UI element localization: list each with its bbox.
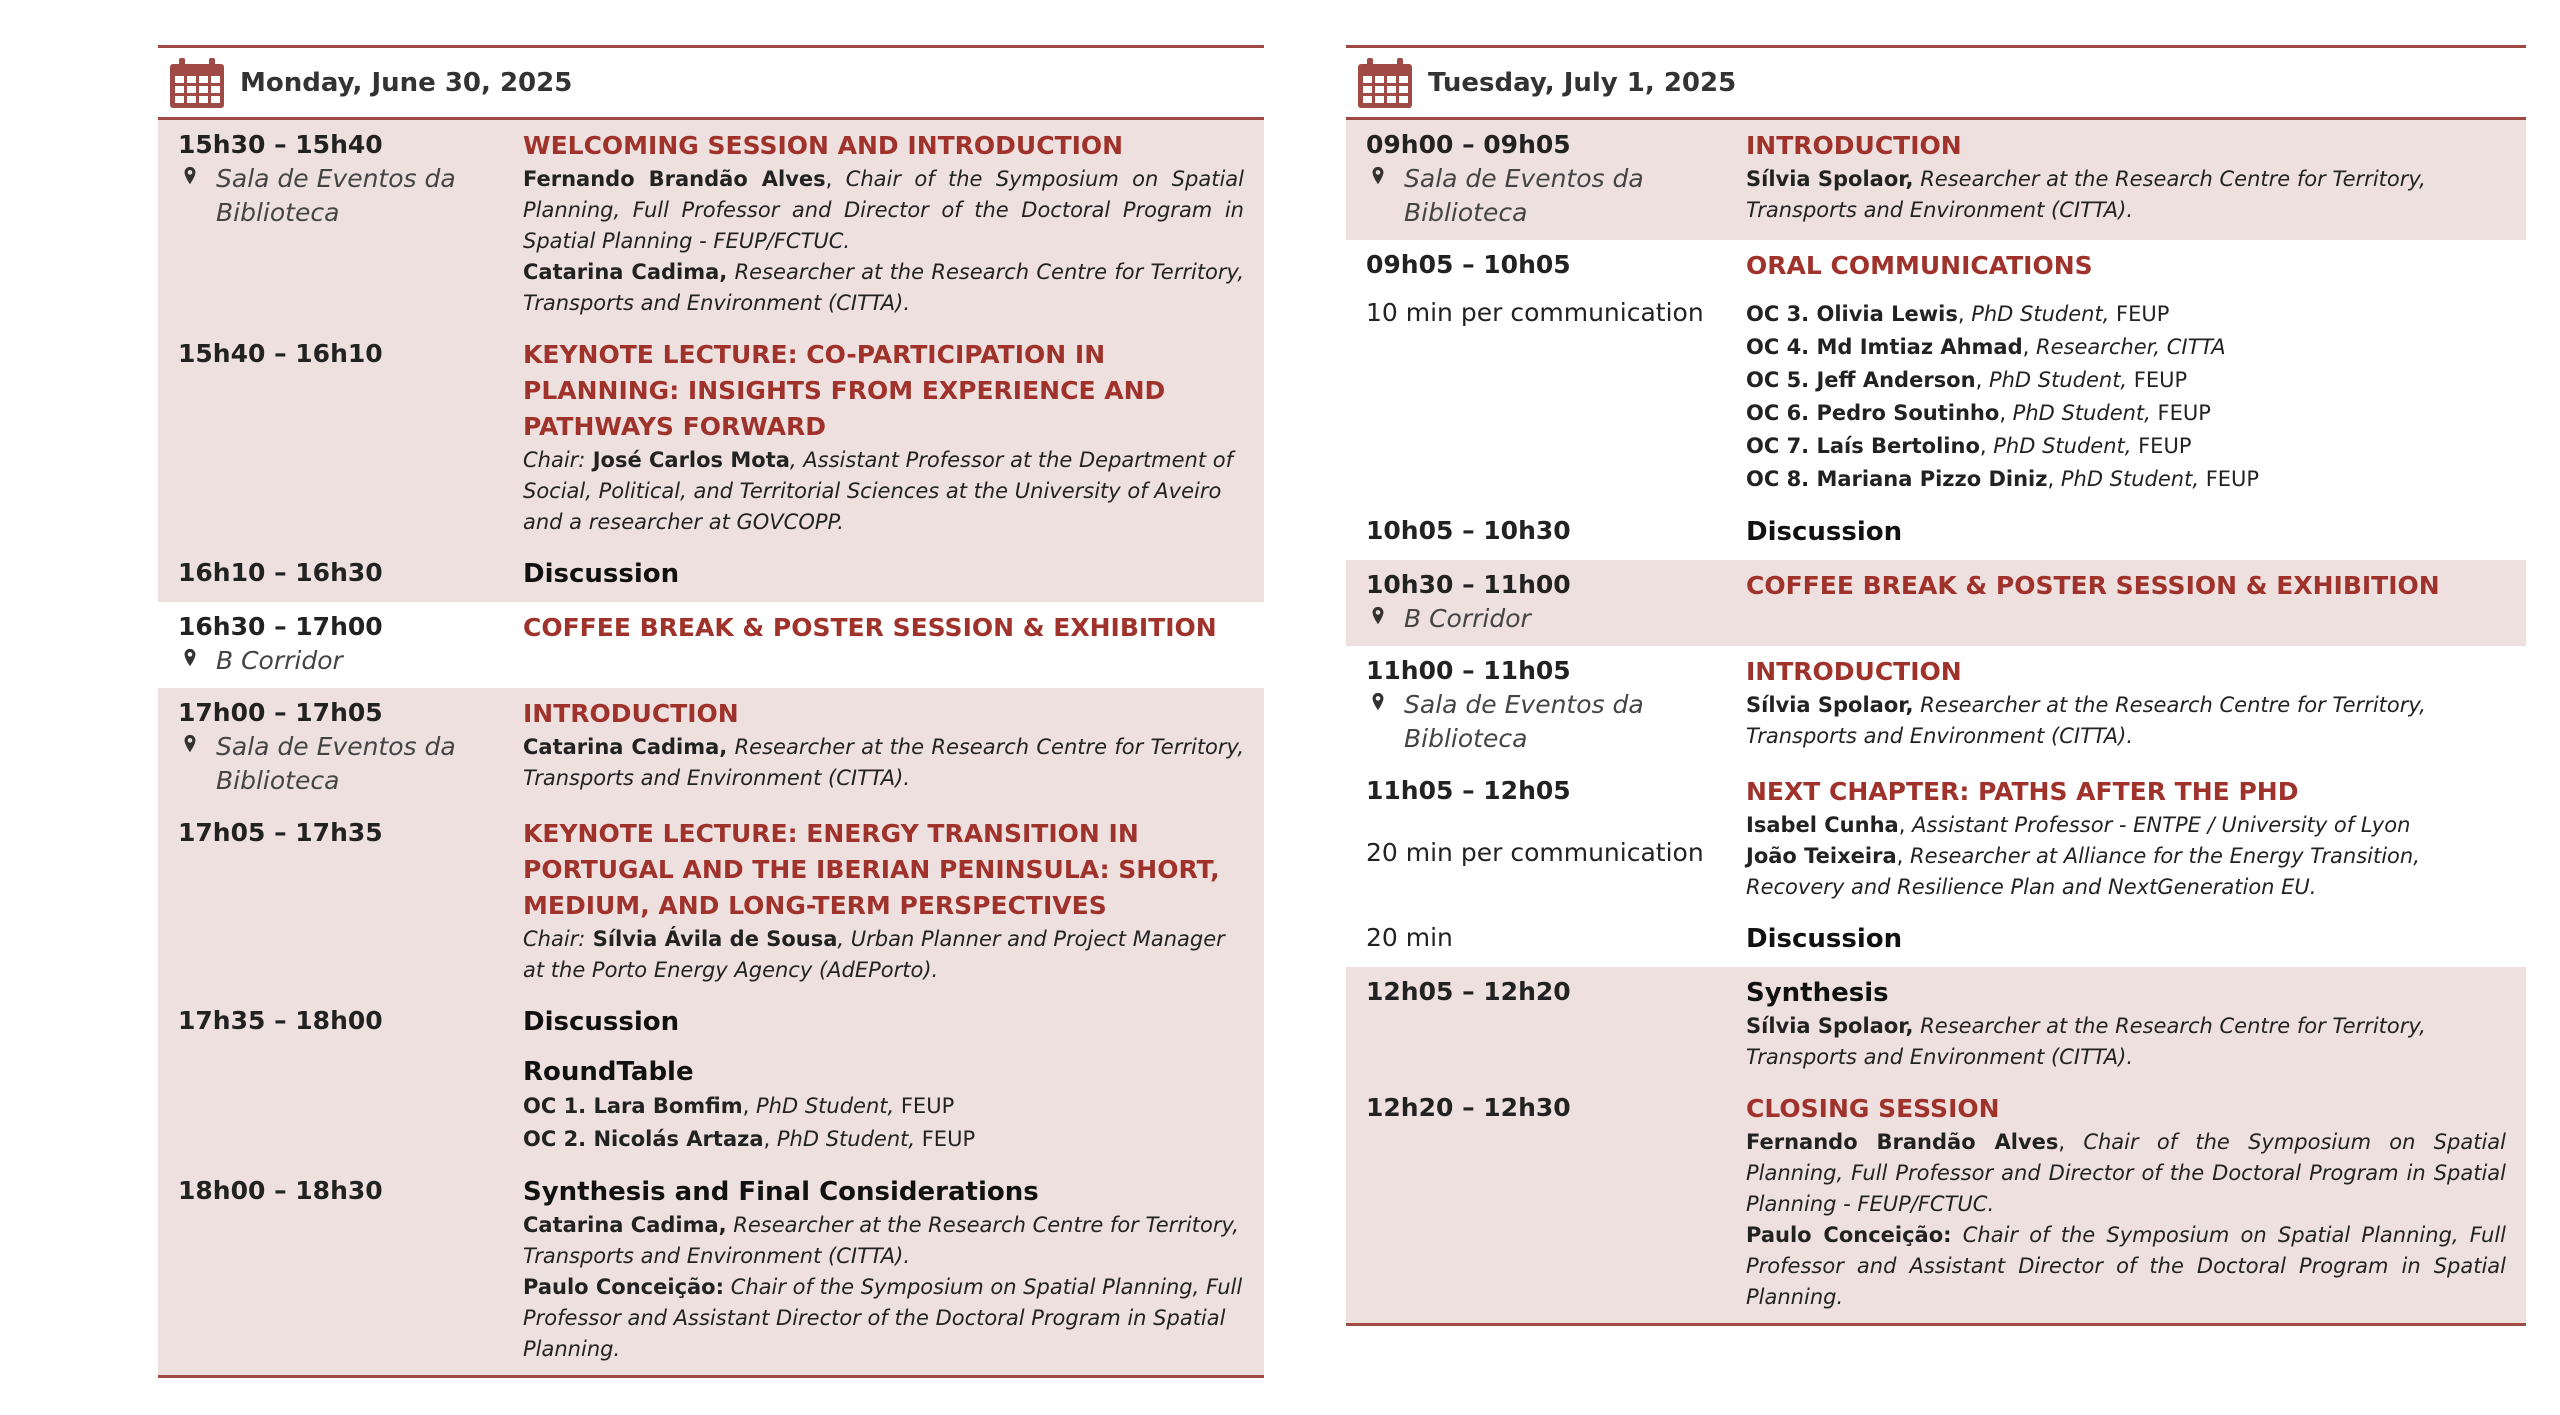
communication-role: PhD Student, bbox=[1971, 302, 2110, 326]
location-label: Sala de Eventos da Biblioteca bbox=[1404, 690, 1644, 753]
time-slot: 18h00 – 18h30 bbox=[178, 1176, 383, 1205]
communication-role: PhD Student, bbox=[2012, 401, 2151, 425]
speaker bbox=[1746, 1220, 2506, 1313]
roundtable-title: RoundTable bbox=[523, 1057, 694, 1087]
schedule-row bbox=[158, 548, 1264, 602]
day-header bbox=[158, 45, 1264, 120]
speaker bbox=[523, 257, 1244, 319]
session-title: INTRODUCTION bbox=[1746, 657, 1962, 686]
communication-org: FEUP bbox=[894, 1094, 955, 1118]
time-slot: 15h30 – 15h40 bbox=[178, 130, 383, 159]
speaker-name: João Teixeira bbox=[1746, 844, 1897, 868]
communication-role: PhD Student, bbox=[2060, 467, 2200, 491]
session-title: Synthesis bbox=[1746, 978, 1889, 1008]
time-slot: 10h05 – 10h30 bbox=[1366, 516, 1571, 545]
session-title: KEYNOTE LECTURE: ENERGY TRANSITION IN PORTUGAL AND THE IBERIAN PENINSULA: SHORT, MEDIUM, AND LONG-TERM PERSPECTIVES bbox=[523, 819, 1220, 920]
day-header bbox=[1346, 45, 2526, 120]
speaker-role: Researcher at the Research Centre for Territory, Transports and Environment (CITTA). bbox=[1746, 1014, 2426, 1069]
time-slot: 16h30 – 17h00 bbox=[178, 612, 383, 641]
speaker bbox=[523, 164, 1244, 257]
time-slot: 11h05 – 12h05 bbox=[1366, 776, 1571, 805]
speaker bbox=[523, 1210, 1244, 1272]
communication-item: OC 6. Pedro Soutinho, PhD Student, FEUP bbox=[1746, 401, 2211, 425]
speaker-name: Fernando Brandão Alves bbox=[523, 167, 826, 191]
session-title: Discussion bbox=[523, 559, 680, 589]
location-label: Sala de Eventos da Biblioteca bbox=[216, 732, 456, 795]
day-tuesday bbox=[1346, 45, 2526, 1326]
time-slot: 10h30 – 11h00 bbox=[1366, 570, 1571, 599]
schedule-row bbox=[1346, 506, 2526, 560]
communication-role: PhD Student, bbox=[1993, 434, 2132, 458]
schedule-row bbox=[1346, 913, 2526, 967]
communication-org: FEUP bbox=[915, 1127, 976, 1151]
location-label: Sala de Eventos da Biblioteca bbox=[216, 164, 456, 227]
communication-org: FEUP bbox=[2150, 401, 2211, 425]
duration-note: 10 min per communication bbox=[1366, 298, 1704, 327]
chair-role: , Urban Planner and Project Manager at the Porto Energy Agency (AdEPorto). bbox=[523, 927, 1225, 982]
time-slot: 17h00 – 17h05 bbox=[178, 698, 383, 727]
speaker-role: Researcher at the Research Centre for Territory, Transports and Environment (CITTA). bbox=[523, 260, 1245, 315]
communication-name: OC 3. Olivia Lewis bbox=[1746, 302, 1958, 326]
location bbox=[178, 162, 523, 230]
duration-note: 20 min per communication bbox=[1366, 838, 1704, 867]
session-title: INTRODUCTION bbox=[523, 699, 739, 728]
session-title: COFFEE BREAK & POSTER SESSION & EXHIBITION bbox=[523, 613, 1217, 642]
time-slot: 11h00 – 11h05 bbox=[1366, 656, 1571, 685]
communication-name: OC 1. Lara Bomfim bbox=[523, 1094, 743, 1118]
speaker bbox=[1746, 1011, 2506, 1073]
speaker-name: Isabel Cunha bbox=[1746, 813, 1899, 837]
schedule-row bbox=[158, 120, 1264, 329]
communication-item: OC 7. Laís Bertolino, PhD Student, FEUP bbox=[1746, 434, 2192, 458]
speaker-name: Sílvia Spolaor, bbox=[1746, 1014, 1914, 1038]
time-slot: 16h10 – 16h30 bbox=[178, 558, 383, 587]
session-title: Discussion bbox=[523, 1007, 680, 1037]
communication-name: OC 6. Pedro Soutinho bbox=[1746, 401, 2000, 425]
location bbox=[178, 730, 523, 798]
time-slot: 12h20 – 12h30 bbox=[1366, 1093, 1571, 1122]
communication-org: FEUP bbox=[2131, 434, 2192, 458]
location bbox=[1366, 162, 1746, 230]
time-slot: 17h05 – 17h35 bbox=[178, 818, 383, 847]
location bbox=[1366, 688, 1746, 756]
location-label: Sala de Eventos da Biblioteca bbox=[1404, 164, 1644, 227]
day-monday bbox=[158, 45, 1264, 1378]
communication-item: OC 2. Nicolás Artaza, PhD Student, FEUP bbox=[523, 1127, 976, 1151]
speaker: Isabel Cunha, Assistant Professor - ENTPE / University of Lyon bbox=[1746, 813, 2411, 837]
speaker: João Teixeira, Researcher at Alliance for the Energy Transition, Recovery and Resilience Plan and NextGeneration EU. bbox=[1746, 844, 2420, 899]
schedule-row bbox=[1346, 1083, 2526, 1326]
chair bbox=[523, 445, 1244, 538]
schedule-row bbox=[158, 996, 1264, 1166]
schedule-row bbox=[158, 1166, 1264, 1378]
time-slot: 12h05 – 12h20 bbox=[1366, 977, 1571, 1006]
speaker bbox=[523, 732, 1244, 794]
chair bbox=[523, 924, 1244, 986]
speaker-name: Catarina Cadima, bbox=[523, 1213, 727, 1237]
time-slot: 09h00 – 09h05 bbox=[1366, 130, 1571, 159]
communication-name: OC 8. Mariana Pizzo Diniz bbox=[1746, 467, 2048, 491]
communication-item: OC 8. Mariana Pizzo Diniz, PhD Student, FEUP bbox=[1746, 467, 2260, 491]
map-pin-icon bbox=[182, 162, 198, 186]
location bbox=[1366, 602, 1746, 636]
session-title: ORAL COMMUNICATIONS bbox=[1746, 251, 2093, 280]
schedule-row bbox=[158, 688, 1264, 808]
speaker-name: Sílvia Spolaor, bbox=[1746, 167, 1914, 191]
schedule-row bbox=[1346, 766, 2526, 913]
speaker bbox=[523, 1272, 1244, 1365]
session-title: NEXT CHAPTER: PATHS AFTER THE PHD bbox=[1746, 777, 2299, 806]
speaker bbox=[1746, 690, 2506, 752]
speaker-role: Researcher at the Research Centre for Territory, Transports and Environment (CITTA). bbox=[1746, 693, 2426, 748]
day-title: Monday, June 30, 2025 bbox=[240, 67, 573, 98]
time-slot: 17h35 – 18h00 bbox=[178, 1006, 383, 1035]
speaker-role: Chair of the Symposium on Spatial Planning, Full Professor and Director of the Doctoral Program in Spatial Planning - FEUP/FCTUC. bbox=[1746, 1130, 2506, 1216]
map-pin-icon bbox=[182, 644, 198, 668]
communication-org: FEUP bbox=[2199, 467, 2260, 491]
schedule-row bbox=[1346, 560, 2526, 646]
schedule-row bbox=[158, 602, 1264, 688]
session-title: KEYNOTE LECTURE: CO-PARTICIPATION IN PLANNING: INSIGHTS FROM EXPERIENCE AND PATHWAYS FORWARD bbox=[523, 340, 1166, 441]
communication-item: OC 4. Md Imtiaz Ahmad, Researcher, CITTA bbox=[1746, 335, 2226, 359]
session-title: COFFEE BREAK & POSTER SESSION & EXHIBITION bbox=[1746, 571, 2440, 600]
chair-label: Chair: bbox=[523, 927, 586, 951]
session-title: Discussion bbox=[1746, 924, 1903, 954]
communication-name: OC 5. Jeff Anderson bbox=[1746, 368, 1976, 392]
schedule-row bbox=[1346, 240, 2526, 506]
calendar-icon bbox=[1356, 56, 1414, 110]
session-title: CLOSING SESSION bbox=[1746, 1094, 2000, 1123]
communication-org: FEUP bbox=[2127, 368, 2188, 392]
communication-item: OC 1. Lara Bomfim, PhD Student, FEUP bbox=[523, 1094, 955, 1118]
chair-name: Sílvia Ávila de Sousa bbox=[585, 927, 838, 951]
speaker-role: Assistant Professor - ENTPE / University of Lyon bbox=[1912, 813, 2411, 837]
communication-name: OC 7. Laís Bertolino bbox=[1746, 434, 1980, 458]
speaker-name: Paulo Conceição: bbox=[1746, 1223, 1952, 1247]
schedule-row bbox=[158, 808, 1264, 996]
speaker-role: Researcher at the Research Centre for Territory, Transports and Environment (CITTA). bbox=[523, 1213, 1239, 1268]
speaker-separator: , bbox=[825, 167, 833, 191]
location-label: B Corridor bbox=[1404, 604, 1531, 633]
map-pin-icon bbox=[1370, 162, 1386, 186]
speaker-role: Chair of the Symposium on Spatial Planning, Full Professor and Assistant Director of the Doctoral Program in Spatial Planning. bbox=[523, 1275, 1243, 1361]
communication-item: OC 5. Jeff Anderson, PhD Student, FEUP bbox=[1746, 368, 2188, 392]
schedule-row bbox=[1346, 120, 2526, 240]
speaker-name: Catarina Cadima, bbox=[523, 260, 728, 284]
speaker-role: Chair of the Symposium on Spatial Planning, Full Professor and Director of the Doctoral Program in Spatial Planning - FEUP/FCTUC. bbox=[523, 167, 1244, 253]
speaker-name: Catarina Cadima, bbox=[523, 735, 728, 759]
communication-role: PhD Student, bbox=[756, 1094, 895, 1118]
map-pin-icon bbox=[1370, 602, 1386, 626]
session-title: Synthesis and Final Considerations bbox=[523, 1177, 1039, 1207]
communication-org: FEUP bbox=[2109, 302, 2170, 326]
speaker-name: Paulo Conceição: bbox=[523, 1275, 725, 1299]
time-slot: 20 min bbox=[1366, 923, 1453, 952]
communication-item: OC 3. Olivia Lewis, PhD Student, FEUP bbox=[1746, 302, 2170, 326]
session-title: INTRODUCTION bbox=[1746, 131, 1962, 160]
time-slot: 09h05 – 10h05 bbox=[1366, 250, 1571, 279]
communication-role: Researcher, CITTA bbox=[2036, 335, 2226, 359]
speaker-role: Researcher at Alliance for the Energy Transition, Recovery and Resilience Plan and NextGeneration EU. bbox=[1746, 844, 2420, 899]
location bbox=[178, 644, 523, 678]
communication-name: OC 4. Md Imtiaz Ahmad bbox=[1746, 335, 2023, 359]
communication-role: PhD Student, bbox=[776, 1127, 916, 1151]
speaker-name: Sílvia Spolaor, bbox=[1746, 693, 1914, 717]
time-slot: 15h40 – 16h10 bbox=[178, 339, 383, 368]
chair-label: Chair: bbox=[523, 448, 586, 472]
location-label: B Corridor bbox=[216, 646, 343, 675]
speaker-name: Fernando Brandão Alves bbox=[1746, 1130, 2059, 1154]
communication-name: OC 2. Nicolás Artaza bbox=[523, 1127, 764, 1151]
schedule-row bbox=[1346, 646, 2526, 766]
day-title: Tuesday, July 1, 2025 bbox=[1428, 67, 1737, 98]
chair-role: , Assistant Professor at the Department of Social, Political, and Territorial Sciences at the University of Aveiro and a researcher at GOVCOPP. bbox=[523, 448, 1234, 534]
schedule-row bbox=[1346, 967, 2526, 1083]
session-title: WELCOMING SESSION AND INTRODUCTION bbox=[523, 131, 1124, 160]
map-pin-icon bbox=[1370, 688, 1386, 712]
speaker-role: Chair of the Symposium on Spatial Planning, Full Professor and Assistant Director of the Doctoral Program in Spatial Planning. bbox=[1746, 1223, 2506, 1309]
speaker-role: Researcher at the Research Centre for Territory, Transports and Environment (CITTA). bbox=[1746, 167, 2426, 222]
schedule-row bbox=[158, 329, 1264, 548]
session-title: Discussion bbox=[1746, 517, 1903, 547]
map-pin-icon bbox=[182, 730, 198, 754]
calendar-icon bbox=[168, 56, 226, 110]
communication-role: PhD Student, bbox=[1988, 368, 2128, 392]
speaker: Fernando Brandão Alves, Chair of the Symposium on Spatial Planning, Full Professor and Director of the Doctoral Program in Spatial Planning - FEUP/FCTUC. bbox=[1746, 1130, 2506, 1216]
speaker bbox=[1746, 164, 2506, 226]
chair-name: José Carlos Mota bbox=[585, 448, 790, 472]
speaker-role: Researcher at the Research Centre for Territory, Transports and Environment (CITTA). bbox=[523, 735, 1245, 790]
